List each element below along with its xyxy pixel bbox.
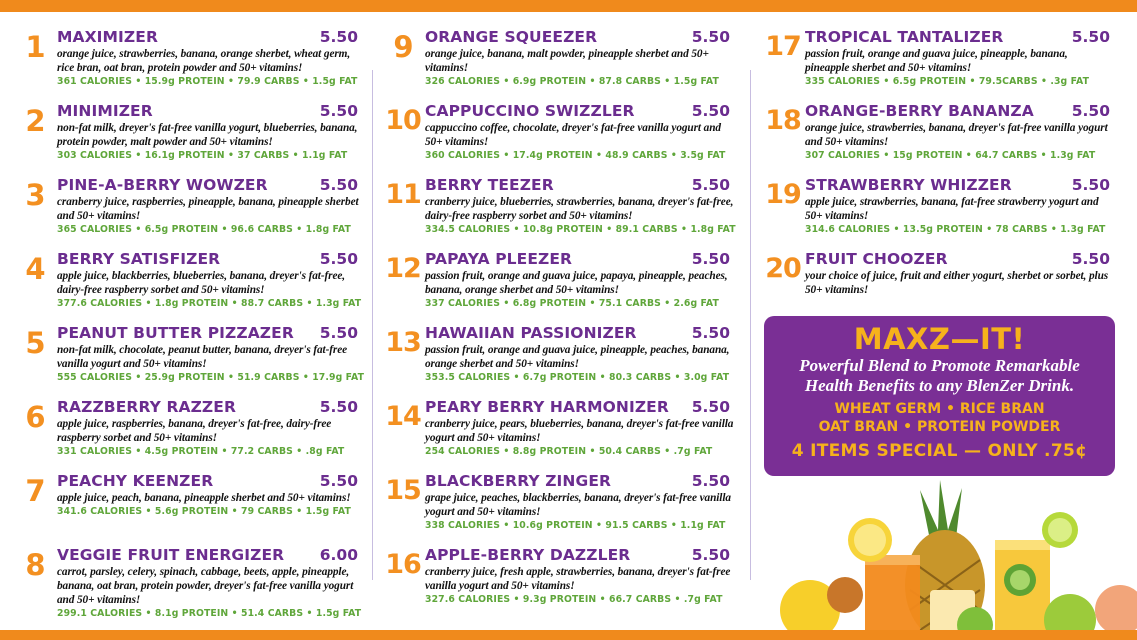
- item-body: [425, 250, 734, 309]
- item-name: PEARY BERRY HARMONIZER: [425, 398, 669, 416]
- menu-item: [16, 28, 362, 102]
- item-number: 15: [385, 475, 421, 506]
- item-nutrition: 338 CALORIES • 10.6g PROTEIN • 91.5 CARBS • 1.1g FAT: [425, 520, 726, 531]
- item-name: RAZZBERRY RAZZER: [57, 398, 236, 416]
- menu-item: [384, 546, 734, 620]
- item-body: [57, 472, 362, 517]
- item-number: 9: [393, 30, 413, 64]
- item-name: ORANGE SQUEEZER: [425, 28, 598, 46]
- item-body: [425, 472, 734, 531]
- item-number: 2: [25, 104, 45, 138]
- item-body: [425, 324, 734, 383]
- item-body: [805, 102, 1114, 161]
- menu-column-2: [384, 28, 734, 620]
- item-body: [805, 176, 1114, 235]
- item-price: 5.50: [319, 28, 358, 46]
- menu-item: [16, 176, 362, 250]
- item-description: passion fruit, orange and guava juice, pineapple, peaches, banana, orange sherbet and 50+ vitamins!: [425, 344, 730, 370]
- item-description: cranberry juice, raspberries, pineapple, banana, pineapple sherbet and 50+ vitamins!: [57, 196, 359, 222]
- maxz-it-promo-box: [764, 316, 1115, 476]
- item-nutrition: 365 CALORIES • 6.5g PROTEIN • 96.6 CARBS • 1.8g FAT: [57, 224, 351, 235]
- item-number: 6: [25, 400, 45, 434]
- item-number: 11: [385, 179, 421, 210]
- menu-column-1: [16, 28, 365, 620]
- item-header: [805, 102, 1114, 120]
- item-number: 3: [25, 178, 45, 212]
- item-header: [805, 250, 1114, 268]
- item-description: passion fruit, orange and guava juice, pineapple, banana, pineapple sherbet and 50+ vitamins!: [805, 48, 1068, 74]
- item-nutrition: 337 CALORIES • 6.8g PROTEIN • 75.1 CARBS • 2.6g FAT: [425, 298, 719, 309]
- item-nutrition: 341.6 CALORIES • 5.6g PROTEIN • 79 CARBS • 1.5g FAT: [57, 506, 351, 517]
- item-nutrition: 326 CALORIES • 6.9g PROTEIN • 87.8 CARBS • 1.5g FAT: [425, 76, 719, 87]
- item-description: carrot, parsley, celery, spinach, cabbage, beets, apple, pineapple, banana, oat bran, protein powder, dreyer's fat-free vanilla yogurt and 50+ vitamins!: [57, 566, 354, 606]
- item-number: 8: [25, 548, 45, 582]
- menu-item: [384, 324, 734, 398]
- item-nutrition: 335 CALORIES • 6.5g PROTEIN • 79.5CARBS • .3g FAT: [805, 76, 1090, 87]
- item-nutrition: 314.6 CALORIES • 13.5g PROTEIN • 78 CARBS • 1.3g FAT: [805, 224, 1106, 235]
- item-price: 5.50: [319, 472, 358, 490]
- column-divider: [750, 70, 751, 580]
- item-nutrition: 299.1 CALORIES • 8.1g PROTEIN • 51.4 CARBS • 1.5g FAT: [57, 608, 362, 619]
- item-body: [425, 176, 734, 235]
- menu-item: [384, 472, 734, 546]
- item-body: [425, 28, 734, 87]
- item-price: 6.00: [319, 546, 358, 564]
- item-description: your choice of juice, fruit and either yogurt, sherbet or sorbet, plus 50+ vitamins!: [805, 270, 1109, 296]
- item-description: cranberry juice, pears, blueberries, banana, dreyer's fat-free vanilla yogurt and 50+ vitamins!: [425, 418, 734, 444]
- item-header: [57, 176, 362, 194]
- item-price: 5.50: [1071, 102, 1110, 120]
- menu-item: [16, 250, 362, 324]
- item-header: [425, 250, 734, 268]
- item-nutrition: 353.5 CALORIES • 6.7g PROTEIN • 80.3 CARBS • 3.0g FAT: [425, 372, 730, 383]
- item-number: 18: [765, 105, 801, 136]
- menu-item: [384, 28, 734, 102]
- item-name: ORANGE-BERRY BANANZA: [805, 102, 1034, 120]
- item-nutrition: 303 CALORIES • 16.1g PROTEIN • 37 CARBS • 1.1g FAT: [57, 150, 348, 161]
- item-number: 7: [25, 474, 45, 508]
- item-body: [57, 102, 362, 161]
- item-nutrition: 334.5 CALORIES • 10.8g PROTEIN • 89.1 CARBS • 1.8g FAT: [425, 224, 736, 235]
- item-body: [57, 28, 362, 87]
- item-name: APPLE-BERRY DAZZLER: [425, 546, 631, 564]
- item-description: cappuccino coffee, chocolate, dreyer's fat-free vanilla yogurt and 50+ vitamins!: [425, 122, 721, 148]
- item-header: [57, 250, 362, 268]
- item-body: [425, 398, 734, 457]
- menu-item: [16, 546, 362, 620]
- item-body: [805, 250, 1114, 297]
- item-number: 13: [385, 327, 421, 358]
- item-number: 12: [385, 253, 421, 284]
- item-price: 5.50: [319, 324, 358, 342]
- item-body: [57, 176, 362, 235]
- promo-subtitle-line-1: Powerful Blend to Promote Remarkable: [799, 356, 1080, 375]
- item-price: 5.50: [1071, 176, 1110, 194]
- item-price: 5.50: [691, 176, 730, 194]
- item-body: [57, 398, 362, 457]
- item-number: 20: [765, 253, 801, 284]
- item-price: 5.50: [691, 472, 730, 490]
- item-name: BLACKBERRY ZINGER: [425, 472, 612, 490]
- item-price: 5.50: [691, 102, 730, 120]
- item-price: 5.50: [1071, 250, 1110, 268]
- item-name: TROPICAL TANTALIZER: [805, 28, 1004, 46]
- item-body: [805, 28, 1114, 87]
- item-price: 5.50: [691, 250, 730, 268]
- item-number: 19: [765, 179, 801, 210]
- item-name: STRAWBERRY WHIZZER: [805, 176, 1012, 194]
- item-body: [425, 546, 734, 605]
- item-name: PEACHY KEENZER: [57, 472, 214, 490]
- item-description: orange juice, banana, malt powder, pineapple sherbet and 50+ vitamins!: [425, 48, 709, 74]
- item-number: 10: [385, 105, 421, 136]
- promo-ingredients-line-1: WHEAT GERM • RICE BRAN: [834, 401, 1045, 417]
- item-header: [57, 102, 362, 120]
- item-name: FRUIT CHOOZER: [805, 250, 948, 268]
- item-name: MINIMIZER: [57, 102, 153, 120]
- item-name: CAPPUCCINO SWIZZLER: [425, 102, 635, 120]
- item-price: 5.50: [1071, 28, 1110, 46]
- item-description: cranberry juice, fresh apple, strawberries, banana, dreyer's fat-free vanilla yogurt and 50+ vitamins!: [425, 566, 731, 592]
- item-nutrition: 377.6 CALORIES • 1.8g PROTEIN • 88.7 CARBS • 1.3g FAT: [57, 298, 362, 309]
- menu-item: [384, 398, 734, 472]
- menu-item: [16, 324, 365, 398]
- item-name: HAWAIIAN PASSIONIZER: [425, 324, 637, 342]
- menu-item: [764, 28, 1114, 102]
- item-description: apple juice, raspberries, banana, dreyer's fat-free, dairy-free raspberry sorbet and 50+ vitamins!: [57, 418, 332, 444]
- item-description: passion fruit, orange and guava juice, papaya, pineapple, peaches, banana, orange sherbet and 50+ vitamins!: [425, 270, 728, 296]
- promo-ingredients-line-2: OAT BRAN • PROTEIN POWDER: [818, 419, 1061, 435]
- item-number: 14: [385, 401, 421, 432]
- item-body: [57, 546, 362, 619]
- item-nutrition: 360 CALORIES • 17.4g PROTEIN • 48.9 CARBS • 3.5g FAT: [425, 150, 726, 161]
- item-number: 17: [765, 31, 801, 62]
- promo-title: MAXZ—IT!: [853, 322, 1026, 356]
- item-body: [57, 324, 365, 383]
- item-description: cranberry juice, blueberries, strawberries, banana, dreyer's fat-free, dairy-free raspberry sorbet and 50+ vitamins!: [425, 196, 734, 222]
- item-header: [425, 102, 734, 120]
- item-name: BERRY TEEZER: [425, 176, 554, 194]
- item-nutrition: 555 CALORIES • 25.9g PROTEIN • 51.9 CARBS • 17.9g FAT: [57, 372, 365, 383]
- item-price: 5.50: [691, 546, 730, 564]
- item-price: 5.50: [319, 176, 358, 194]
- item-number: 5: [25, 326, 45, 360]
- bottom-orange-border: [0, 630, 1137, 640]
- item-description: orange juice, strawberries, banana, orange sherbet, wheat germ, rice bran, oat bran, protein powder and 50+ vitamins!: [57, 48, 351, 74]
- item-price: 5.50: [691, 398, 730, 416]
- menu-item: [16, 472, 362, 546]
- item-header: [425, 324, 734, 342]
- item-nutrition: 307 CALORIES • 15g PROTEIN • 64.7 CARBS • 1.3g FAT: [805, 150, 1096, 161]
- item-number: 4: [25, 252, 45, 286]
- item-price: 5.50: [319, 250, 358, 268]
- item-name: VEGGIE FRUIT ENERGIZER: [57, 546, 285, 564]
- item-header: [425, 176, 734, 194]
- item-price: 5.50: [319, 102, 358, 120]
- fruit-juice-illustration-icon: [780, 480, 1137, 640]
- item-body: [425, 102, 734, 161]
- menu-item: [16, 102, 362, 176]
- item-header: [425, 472, 734, 490]
- top-orange-border: [0, 0, 1137, 12]
- item-header: [57, 324, 362, 342]
- item-price: 5.50: [691, 324, 730, 342]
- menu-item: [384, 176, 734, 250]
- menu-item: [764, 250, 1114, 324]
- item-header: [805, 176, 1114, 194]
- item-description: apple juice, peach, banana, pineapple sherbet and 50+ vitamins!: [57, 492, 351, 504]
- item-header: [57, 28, 362, 46]
- item-header: [425, 28, 734, 46]
- item-nutrition: 254 CALORIES • 8.8g PROTEIN • 50.4 CARBS • .7g FAT: [425, 446, 713, 457]
- menu-item: [764, 102, 1114, 176]
- item-nutrition: 361 CALORIES • 15.9g PROTEIN • 79.9 CARBS • 1.5g FAT: [57, 76, 358, 87]
- menu-item: [384, 250, 734, 324]
- menu-column-3: [764, 28, 1114, 324]
- item-description: orange juice, strawberries, banana, dreyer's fat-free vanilla yogurt and 50+ vitamins!: [805, 122, 1108, 148]
- promo-subtitle-line-2: Health Benefits to any BlenZer Drink.: [804, 376, 1075, 395]
- item-nutrition: 331 CALORIES • 4.5g PROTEIN • 77.2 CARBS • .8g FAT: [57, 446, 345, 457]
- item-body: [57, 250, 362, 309]
- item-number: 1: [25, 30, 45, 64]
- item-name: PEANUT BUTTER PIZZAZER: [57, 324, 294, 342]
- item-header: [805, 28, 1114, 46]
- item-description: non-fat milk, dreyer's fat-free vanilla yogurt, blueberries, banana, protein powder, malt powder and 50+ vitamins!: [57, 122, 358, 148]
- item-header: [57, 472, 362, 490]
- item-header: [425, 398, 734, 416]
- menu-item: [16, 398, 362, 472]
- menu-item: [384, 102, 734, 176]
- item-name: PAPAYA PLEEZER: [425, 250, 573, 268]
- item-description: apple juice, blackberries, blueberries, banana, dreyer's fat-free, dairy-free raspberry sorbet and 50+ vitamins!: [57, 270, 346, 296]
- item-nutrition: 327.6 CALORIES • 9.3g PROTEIN • 66.7 CARBS • .7g FAT: [425, 594, 723, 605]
- item-price: 5.50: [319, 398, 358, 416]
- item-name: BERRY SATISFIZER: [57, 250, 221, 268]
- item-header: [57, 546, 362, 564]
- promo-special-offer: 4 ITEMS SPECIAL — ONLY .75¢: [791, 441, 1088, 461]
- item-name: PINE-A-BERRY WOWZER: [57, 176, 268, 194]
- column-divider: [372, 70, 373, 580]
- menu-item: [764, 176, 1114, 250]
- item-header: [57, 398, 362, 416]
- item-price: 5.50: [691, 28, 730, 46]
- item-description: non-fat milk, chocolate, peanut butter, banana, dreyer's fat-free vanilla yogurt and 50+ vitamins!: [57, 344, 348, 370]
- item-header: [425, 546, 734, 564]
- item-name: MAXIMIZER: [57, 28, 158, 46]
- item-description: apple juice, strawberries, banana, fat-free strawberry yogurt and 50+ vitamins!: [805, 196, 1099, 222]
- item-number: 16: [385, 549, 421, 580]
- item-description: grape juice, peaches, blackberries, banana, dreyer's fat-free vanilla yogurt and 50+ vitamins!: [425, 492, 731, 518]
